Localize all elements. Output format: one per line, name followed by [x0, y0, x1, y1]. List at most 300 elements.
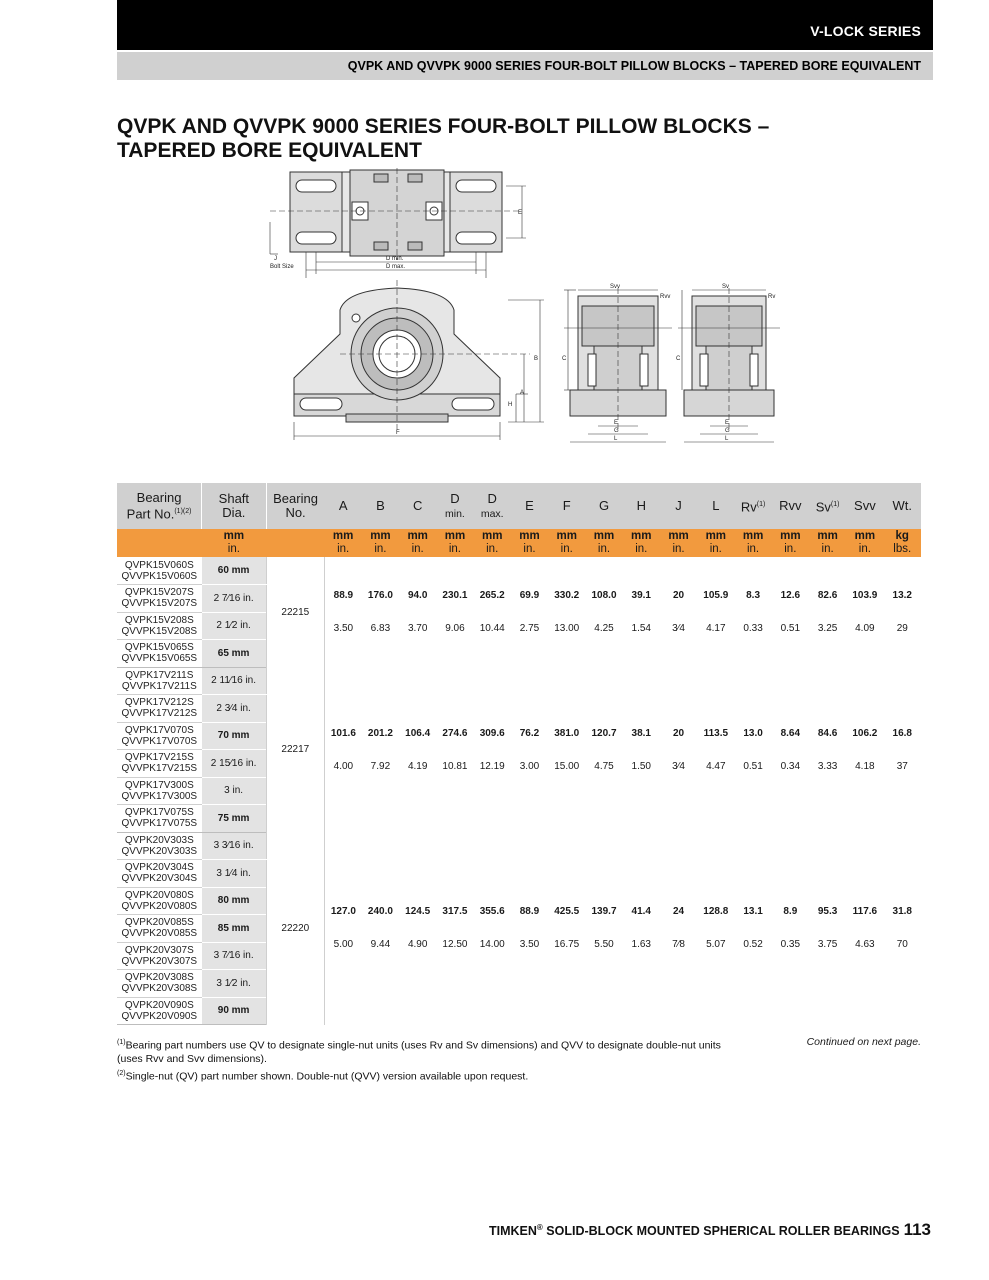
imperial-value: 0.34 — [780, 760, 801, 772]
units-cell-a: mm in. — [325, 529, 362, 557]
metric-value: 106.2 — [852, 727, 878, 739]
dim-cell-g — [585, 557, 622, 667]
part-number-single-nut: QVPK17V075S — [124, 807, 194, 819]
imperial-value: 5.50 — [594, 939, 614, 951]
units-cell-c: mm in. — [399, 529, 436, 557]
part-number-double-nut: QVVPK17V070S — [121, 735, 198, 747]
part-number-single-nut: QVPK17V212S — [124, 697, 194, 709]
imperial-value: 3.50 — [333, 623, 354, 634]
header-c: C — [399, 483, 436, 529]
imperial-value: 3.33 — [817, 760, 838, 772]
metric-value: 13.1 — [743, 906, 763, 918]
imperial-value: 3⁄4 — [672, 760, 685, 772]
part-number-cell — [117, 585, 202, 613]
shaft-dia-cell: 75 mm — [202, 805, 266, 833]
metric-value: 309.6 — [479, 727, 505, 739]
part-number-single-nut: QVPK20V304S — [124, 862, 194, 874]
imperial-value: 5.07 — [706, 939, 726, 951]
metric-value: 330.2 — [554, 590, 580, 601]
part-number-cell — [117, 832, 202, 860]
part-number-single-nut: QVPK20V308S — [124, 972, 194, 984]
metric-value: 381.0 — [554, 727, 580, 739]
header-shaft-dia: Shaft Dia. — [202, 483, 266, 529]
units-bearing-cell — [266, 529, 324, 557]
part-number-cell — [117, 915, 202, 943]
table-header-row — [117, 483, 921, 529]
units-cell-e: mm in. — [511, 529, 548, 557]
metric-value: 38.1 — [631, 727, 651, 739]
imperial-value: 4.00 — [333, 760, 354, 772]
metric-value: 69.9 — [519, 590, 540, 601]
shaft-dia-cell: 70 mm — [202, 722, 266, 750]
page-number: 113 — [903, 1220, 931, 1239]
metric-value: 39.1 — [631, 590, 651, 601]
part-number-double-nut: QVVPK15V207S — [121, 598, 198, 610]
part-number-single-nut: QVPK20V080S — [124, 889, 194, 901]
dim-cell-rv — [734, 557, 771, 667]
metric-value: 128.8 — [703, 906, 729, 918]
footer-text: SOLID-BLOCK MOUNTED SPHERICAL ROLLER BEARINGS — [542, 1224, 900, 1238]
metric-value: 108.0 — [591, 590, 617, 601]
dim-cell-dmax — [474, 557, 511, 667]
imperial-value: 13.00 — [554, 623, 580, 634]
dim-cell-rvv — [772, 557, 809, 667]
imperial-value: 4.17 — [706, 623, 726, 634]
imperial-value: 14.00 — [479, 939, 505, 951]
dim-cell-c — [399, 667, 436, 832]
units-cell-h: mm in. — [623, 529, 660, 557]
shaft-dia-cell: 3 in. — [202, 777, 266, 805]
metric-value: 105.9 — [703, 590, 729, 601]
label-d-min: D min. — [386, 256, 404, 262]
metric-value: 240.0 — [367, 906, 393, 918]
label-c-double: C — [562, 356, 567, 362]
metric-value: 103.9 — [852, 590, 878, 601]
label-c-single: C — [676, 356, 681, 362]
dim-cell-rv — [734, 832, 771, 1025]
dim-cell-h — [623, 667, 660, 832]
footnote-2: $^{(2)}$Single-nut (QV) part number shown. Double-nut (QVV) version available upon request. — [117, 1069, 529, 1082]
imperial-value: 4.09 — [855, 623, 875, 634]
units-cell-dmin: mm in. — [436, 529, 473, 557]
metric-value: 82.6 — [817, 590, 838, 601]
imperial-value: 4.25 — [594, 623, 614, 634]
part-number-single-nut: QVPK20V085S — [124, 917, 194, 929]
footnotes — [117, 1036, 737, 1084]
part-number-double-nut: QVVPK17V075S — [121, 818, 198, 830]
label-e: E — [518, 210, 523, 216]
side-view-double-nut-drawing — [564, 288, 672, 442]
part-number-cell — [117, 805, 202, 833]
dim-cell-l — [697, 832, 734, 1025]
metric-value: 274.6 — [442, 727, 468, 739]
metric-value: 230.1 — [442, 590, 468, 601]
shaft-dia-cell: 3 1⁄4 in. — [202, 860, 266, 888]
part-number-cell — [117, 860, 202, 888]
metric-value: 20 — [672, 590, 685, 601]
header-l: L — [697, 483, 734, 529]
dim-cell-svv — [846, 557, 883, 667]
label-e-single: E — [725, 420, 730, 426]
units-cell-g: mm in. — [585, 529, 622, 557]
imperial-value: 4.75 — [594, 760, 614, 772]
dim-cell-wt — [884, 667, 922, 832]
label-rv: Rv — [768, 294, 776, 300]
part-number-single-nut: QVPK20V303S — [124, 834, 194, 846]
label-e-double: E — [614, 420, 619, 426]
part-number-single-nut: QVPK15V065S — [124, 642, 194, 654]
part-number-cell — [117, 970, 202, 998]
imperial-value: 1.50 — [631, 760, 651, 772]
label-sv: Sv — [722, 284, 730, 290]
metric-value: 176.0 — [367, 590, 393, 601]
imperial-value: 16.75 — [554, 939, 580, 951]
header-d-min: D min. — [436, 483, 473, 529]
dim-cell-svv — [846, 667, 883, 832]
side-view-single-nut-drawing — [678, 288, 780, 442]
dim-cell-c — [399, 832, 436, 1025]
part-number-cell — [117, 695, 202, 723]
part-number-double-nut: QVVPK15V208S — [121, 625, 198, 637]
units-cell-rv: mm in. — [734, 529, 771, 557]
page-title — [117, 115, 817, 163]
header-j: J — [660, 483, 697, 529]
metric-value: 94.0 — [407, 590, 428, 601]
dim-cell-rvv — [772, 832, 809, 1025]
units-cell-j: mm in. — [660, 529, 697, 557]
part-number-cell — [117, 667, 202, 695]
part-number-double-nut: QVVPK15V060S — [121, 570, 198, 582]
shaft-dia-cell: 85 mm — [202, 915, 266, 943]
part-number-double-nut: QVVPK17V300S — [121, 790, 198, 802]
metric-value: 8.3 — [746, 590, 761, 601]
units-cell-f: mm in. — [548, 529, 585, 557]
part-number-cell — [117, 750, 202, 778]
metric-value: 317.5 — [442, 906, 468, 918]
dim-cell-f — [548, 667, 585, 832]
table-row — [117, 667, 921, 695]
shaft-dia-cell: 2 11⁄16 in. — [202, 667, 266, 695]
part-number-cell — [117, 557, 202, 585]
metric-value: 95.3 — [817, 906, 838, 918]
page-footer — [489, 1220, 931, 1240]
dim-cell-j — [660, 557, 697, 667]
metric-value: 76.2 — [519, 727, 540, 739]
part-number-cell — [117, 887, 202, 915]
metric-value: 201.2 — [367, 727, 393, 739]
dim-cell-l — [697, 667, 734, 832]
part-number-single-nut: QVPK20V307S — [124, 944, 194, 956]
part-number-double-nut: QVVPK20V308S — [121, 983, 198, 995]
series-label: V-LOCK SERIES — [810, 23, 921, 39]
dim-cell-c — [399, 557, 436, 667]
label-g-single: G — [725, 428, 730, 434]
pillow-block-drawings — [260, 168, 800, 460]
dim-cell-dmin — [436, 832, 473, 1025]
metric-value: 113.5 — [703, 727, 729, 739]
part-number-double-nut: QVVPK20V085S — [121, 928, 198, 940]
page-title-line1: QVPK AND QVVPK 9000 SERIES FOUR-BOLT PILLOW BLOCKS – — [117, 115, 770, 138]
header-wt: Wt. — [884, 483, 922, 529]
imperial-value: 10.44 — [479, 623, 505, 634]
shaft-dia-cell: 2 7⁄16 in. — [202, 585, 266, 613]
imperial-value: 4.90 — [407, 939, 428, 951]
dim-cell-wt — [884, 557, 922, 667]
section-header-bar — [117, 52, 933, 80]
label-j: J — [274, 256, 277, 262]
metric-value: 265.2 — [479, 590, 505, 601]
imperial-value: 1.54 — [631, 623, 651, 634]
metric-value: 31.8 — [892, 906, 912, 918]
metric-value: 8.9 — [783, 906, 798, 918]
units-cell-rvv: mm in. — [772, 529, 809, 557]
front-view-drawing — [294, 280, 544, 440]
imperial-value: 29 — [896, 623, 908, 634]
footnote-1: $^{(1)}$Bearing part numbers use QV to designate single-nut units (uses Rv and Sv dimensions) and QVV to designate double-nut units (uses Rvv and Svv dimensions). — [117, 1039, 721, 1065]
metric-value: 13.0 — [743, 727, 763, 739]
imperial-value: 3.50 — [519, 939, 540, 951]
metric-value: 117.6 — [852, 906, 878, 918]
part-number-double-nut: QVVPK20V080S — [121, 900, 198, 912]
dim-cell-dmin — [436, 557, 473, 667]
imperial-value: 12.50 — [442, 939, 468, 951]
imperial-value: 6.83 — [370, 623, 391, 634]
imperial-value: 3.25 — [817, 623, 838, 634]
dim-cell-rvv — [772, 667, 809, 832]
header-rv: Rv$^{(1)}$ — [734, 483, 771, 529]
dim-cell-b — [362, 667, 399, 832]
section-label: QVPK AND QVVPK 9000 SERIES FOUR-BOLT PILLOW BLOCKS – TAPERED BORE EQUIVALENT — [347, 59, 921, 73]
dim-cell-f — [548, 832, 585, 1025]
metric-value: 127.0 — [330, 906, 356, 918]
part-number-single-nut: QVPK20V090S — [124, 999, 194, 1011]
label-a: A — [520, 390, 525, 396]
metric-value: 124.5 — [405, 906, 431, 918]
part-number-double-nut: QVVPK17V211S — [121, 680, 197, 692]
metric-value: 106.4 — [405, 727, 431, 739]
metric-value: 16.8 — [892, 727, 912, 739]
imperial-value: 4.47 — [706, 760, 726, 772]
imperial-value: 5.00 — [333, 939, 354, 951]
dim-cell-sv — [809, 557, 846, 667]
metric-value: 41.4 — [631, 906, 651, 918]
part-number-single-nut: QVPK17V300S — [124, 779, 194, 791]
dimensions-table — [117, 483, 921, 1025]
units-cell-sv: mm in. — [809, 529, 846, 557]
label-f: F — [396, 430, 400, 436]
part-number-cell — [117, 640, 202, 668]
label-bolt-size: Bolt Size — [270, 264, 294, 270]
part-number-single-nut: QVPK15V060S — [124, 559, 194, 571]
metric-value: 84.6 — [817, 727, 838, 739]
units-cell-svv: mm in. — [846, 529, 883, 557]
part-number-single-nut: QVPK17V211S — [125, 669, 194, 681]
header-a: A — [325, 483, 362, 529]
part-number-single-nut: QVPK15V208S — [124, 614, 194, 626]
metric-value: 88.9 — [519, 906, 540, 918]
part-number-double-nut: QVVPK20V090S — [121, 1010, 198, 1022]
header-f: F — [548, 483, 585, 529]
units-part-cell — [117, 529, 202, 557]
dim-cell-g — [585, 667, 622, 832]
shaft-dia-cell: 3 7⁄16 in. — [202, 942, 266, 970]
header-sv: Sv$^{(1)}$ — [809, 483, 846, 529]
shaft-dia-cell: 3 3⁄16 in. — [202, 832, 266, 860]
shaft-dia-cell: 2 3⁄4 in. — [202, 695, 266, 723]
units-cell-b: mm in. — [362, 529, 399, 557]
dim-cell-a — [325, 667, 362, 832]
part-number-cell — [117, 612, 202, 640]
dim-cell-rv — [734, 667, 771, 832]
dim-cell-b — [362, 832, 399, 1025]
part-number-single-nut: QVPK15V207S — [124, 587, 194, 599]
dim-cell-a — [325, 557, 362, 667]
imperial-value: 0.35 — [780, 939, 801, 951]
footer-reg-mark: ® — [536, 1222, 543, 1232]
shaft-dia-cell: 60 mm — [202, 557, 266, 585]
series-header-bar — [117, 0, 933, 50]
dim-cell-h — [623, 557, 660, 667]
metric-value: 13.2 — [892, 590, 912, 601]
header-h: H — [623, 483, 660, 529]
shaft-dia-cell: 2 15⁄16 in. — [202, 750, 266, 778]
dim-cell-svv — [846, 832, 883, 1025]
imperial-value: 2.75 — [519, 623, 540, 634]
imperial-value: 4.18 — [855, 760, 875, 772]
table-row — [117, 557, 921, 585]
part-number-cell — [117, 777, 202, 805]
dim-cell-dmax — [474, 667, 511, 832]
part-number-single-nut: QVPK17V215S — [124, 752, 194, 764]
imperial-value: 4.63 — [855, 939, 875, 951]
part-number-double-nut: QVVPK20V304S — [121, 873, 198, 885]
imperial-value: 12.19 — [479, 760, 505, 772]
label-d-max: D max. — [386, 264, 406, 270]
imperial-value: 15.00 — [554, 760, 580, 772]
dim-cell-sv — [809, 832, 846, 1025]
imperial-value: 7⁄8 — [672, 939, 685, 951]
metric-value: 425.5 — [554, 906, 580, 918]
imperial-value: 0.51 — [780, 623, 801, 634]
dim-cell-g — [585, 832, 622, 1025]
dim-cell-b — [362, 557, 399, 667]
dim-cell-wt — [884, 832, 922, 1025]
footer-brand: TIMKEN — [489, 1224, 537, 1238]
part-number-double-nut: QVVPK20V307S — [121, 955, 198, 967]
page-title-line2: TAPERED BORE EQUIVALENT — [117, 139, 422, 162]
shaft-dia-cell: 90 mm — [202, 997, 266, 1025]
imperial-value: 0.51 — [743, 760, 763, 772]
metric-value: 139.7 — [591, 906, 617, 918]
part-number-double-nut: QVVPK17V215S — [121, 763, 198, 775]
label-l-double: L — [614, 436, 618, 442]
shaft-dia-cell: 2 1⁄2 in. — [202, 612, 266, 640]
dim-cell-a — [325, 832, 362, 1025]
imperial-value: 4.19 — [407, 760, 428, 772]
imperial-value: 70 — [896, 939, 908, 951]
imperial-value: 0.52 — [743, 939, 763, 951]
dim-cell-e — [511, 557, 548, 667]
dim-cell-dmax — [474, 832, 511, 1025]
part-number-cell — [117, 722, 202, 750]
shaft-dia-cell: 65 mm — [202, 640, 266, 668]
dim-cell-l — [697, 557, 734, 667]
units-cell-l: mm in. — [697, 529, 734, 557]
metric-value: 24 — [672, 906, 685, 918]
header-svv: Svv — [846, 483, 883, 529]
bearing-no-cell: 22215 — [266, 557, 324, 667]
label-g-double: G — [614, 428, 619, 434]
dim-cell-f — [548, 557, 585, 667]
header-e: E — [511, 483, 548, 529]
dim-cell-j — [660, 832, 697, 1025]
imperial-value: 9.06 — [445, 623, 465, 634]
label-svv: Svv — [610, 284, 621, 290]
imperial-value: 37 — [896, 760, 908, 772]
units-cell-dmax: mm in. — [474, 529, 511, 557]
imperial-value: 10.81 — [442, 760, 468, 772]
dim-cell-e — [511, 832, 548, 1025]
units-shaft-cell: mm in. — [202, 529, 266, 557]
metric-value: 101.6 — [330, 727, 356, 739]
imperial-value: 3⁄4 — [672, 623, 685, 634]
metric-value: 8.64 — [780, 727, 801, 739]
part-number-cell — [117, 997, 202, 1025]
metric-value: 120.7 — [591, 727, 617, 739]
header-bearing-no: Bearing No. — [266, 483, 324, 529]
bearing-no-cell: 22217 — [266, 667, 324, 832]
imperial-value: 3.00 — [519, 760, 540, 772]
shaft-dia-cell: 3 1⁄2 in. — [202, 970, 266, 998]
label-b: B — [534, 356, 539, 362]
units-cell-wt: kg lbs. — [884, 529, 922, 557]
label-l-single: L — [725, 436, 729, 442]
dim-cell-dmin — [436, 667, 473, 832]
table-row — [117, 832, 921, 860]
part-number-single-nut: QVPK17V070S — [124, 724, 194, 736]
header-d-max: D max. — [474, 483, 511, 529]
dim-cell-e — [511, 667, 548, 832]
metric-value: 12.6 — [780, 590, 801, 601]
metric-value: 20 — [672, 727, 685, 739]
table-units-row — [117, 529, 921, 557]
bearing-no-cell: 22220 — [266, 832, 324, 1025]
dim-cell-sv — [809, 667, 846, 832]
metric-value: 355.6 — [479, 906, 505, 918]
header-rvv: Rvv — [772, 483, 809, 529]
imperial-value: 3.75 — [817, 939, 838, 951]
imperial-value: 9.44 — [370, 939, 391, 951]
label-h: H — [508, 402, 513, 408]
part-number-double-nut: QVVPK20V303S — [121, 845, 198, 857]
imperial-value: 0.33 — [743, 623, 763, 634]
shaft-dia-cell: 80 mm — [202, 887, 266, 915]
imperial-value: 1.63 — [631, 939, 651, 951]
imperial-value: 3.70 — [407, 623, 428, 634]
header-part-no: Bearing Part No.$^{(1)(2)}$ — [117, 483, 202, 529]
header-g: G — [585, 483, 622, 529]
imperial-value: 7.92 — [370, 760, 391, 772]
label-rvv: Rvv — [660, 294, 671, 300]
dim-cell-h — [623, 832, 660, 1025]
part-number-double-nut: QVVPK15V065S — [121, 653, 198, 665]
continued-note: Continued on next page. — [806, 1036, 921, 1048]
part-number-double-nut: QVVPK17V212S — [121, 708, 198, 720]
header-b: B — [362, 483, 399, 529]
part-number-cell — [117, 942, 202, 970]
dim-cell-j — [660, 667, 697, 832]
metric-value: 88.9 — [333, 590, 354, 601]
